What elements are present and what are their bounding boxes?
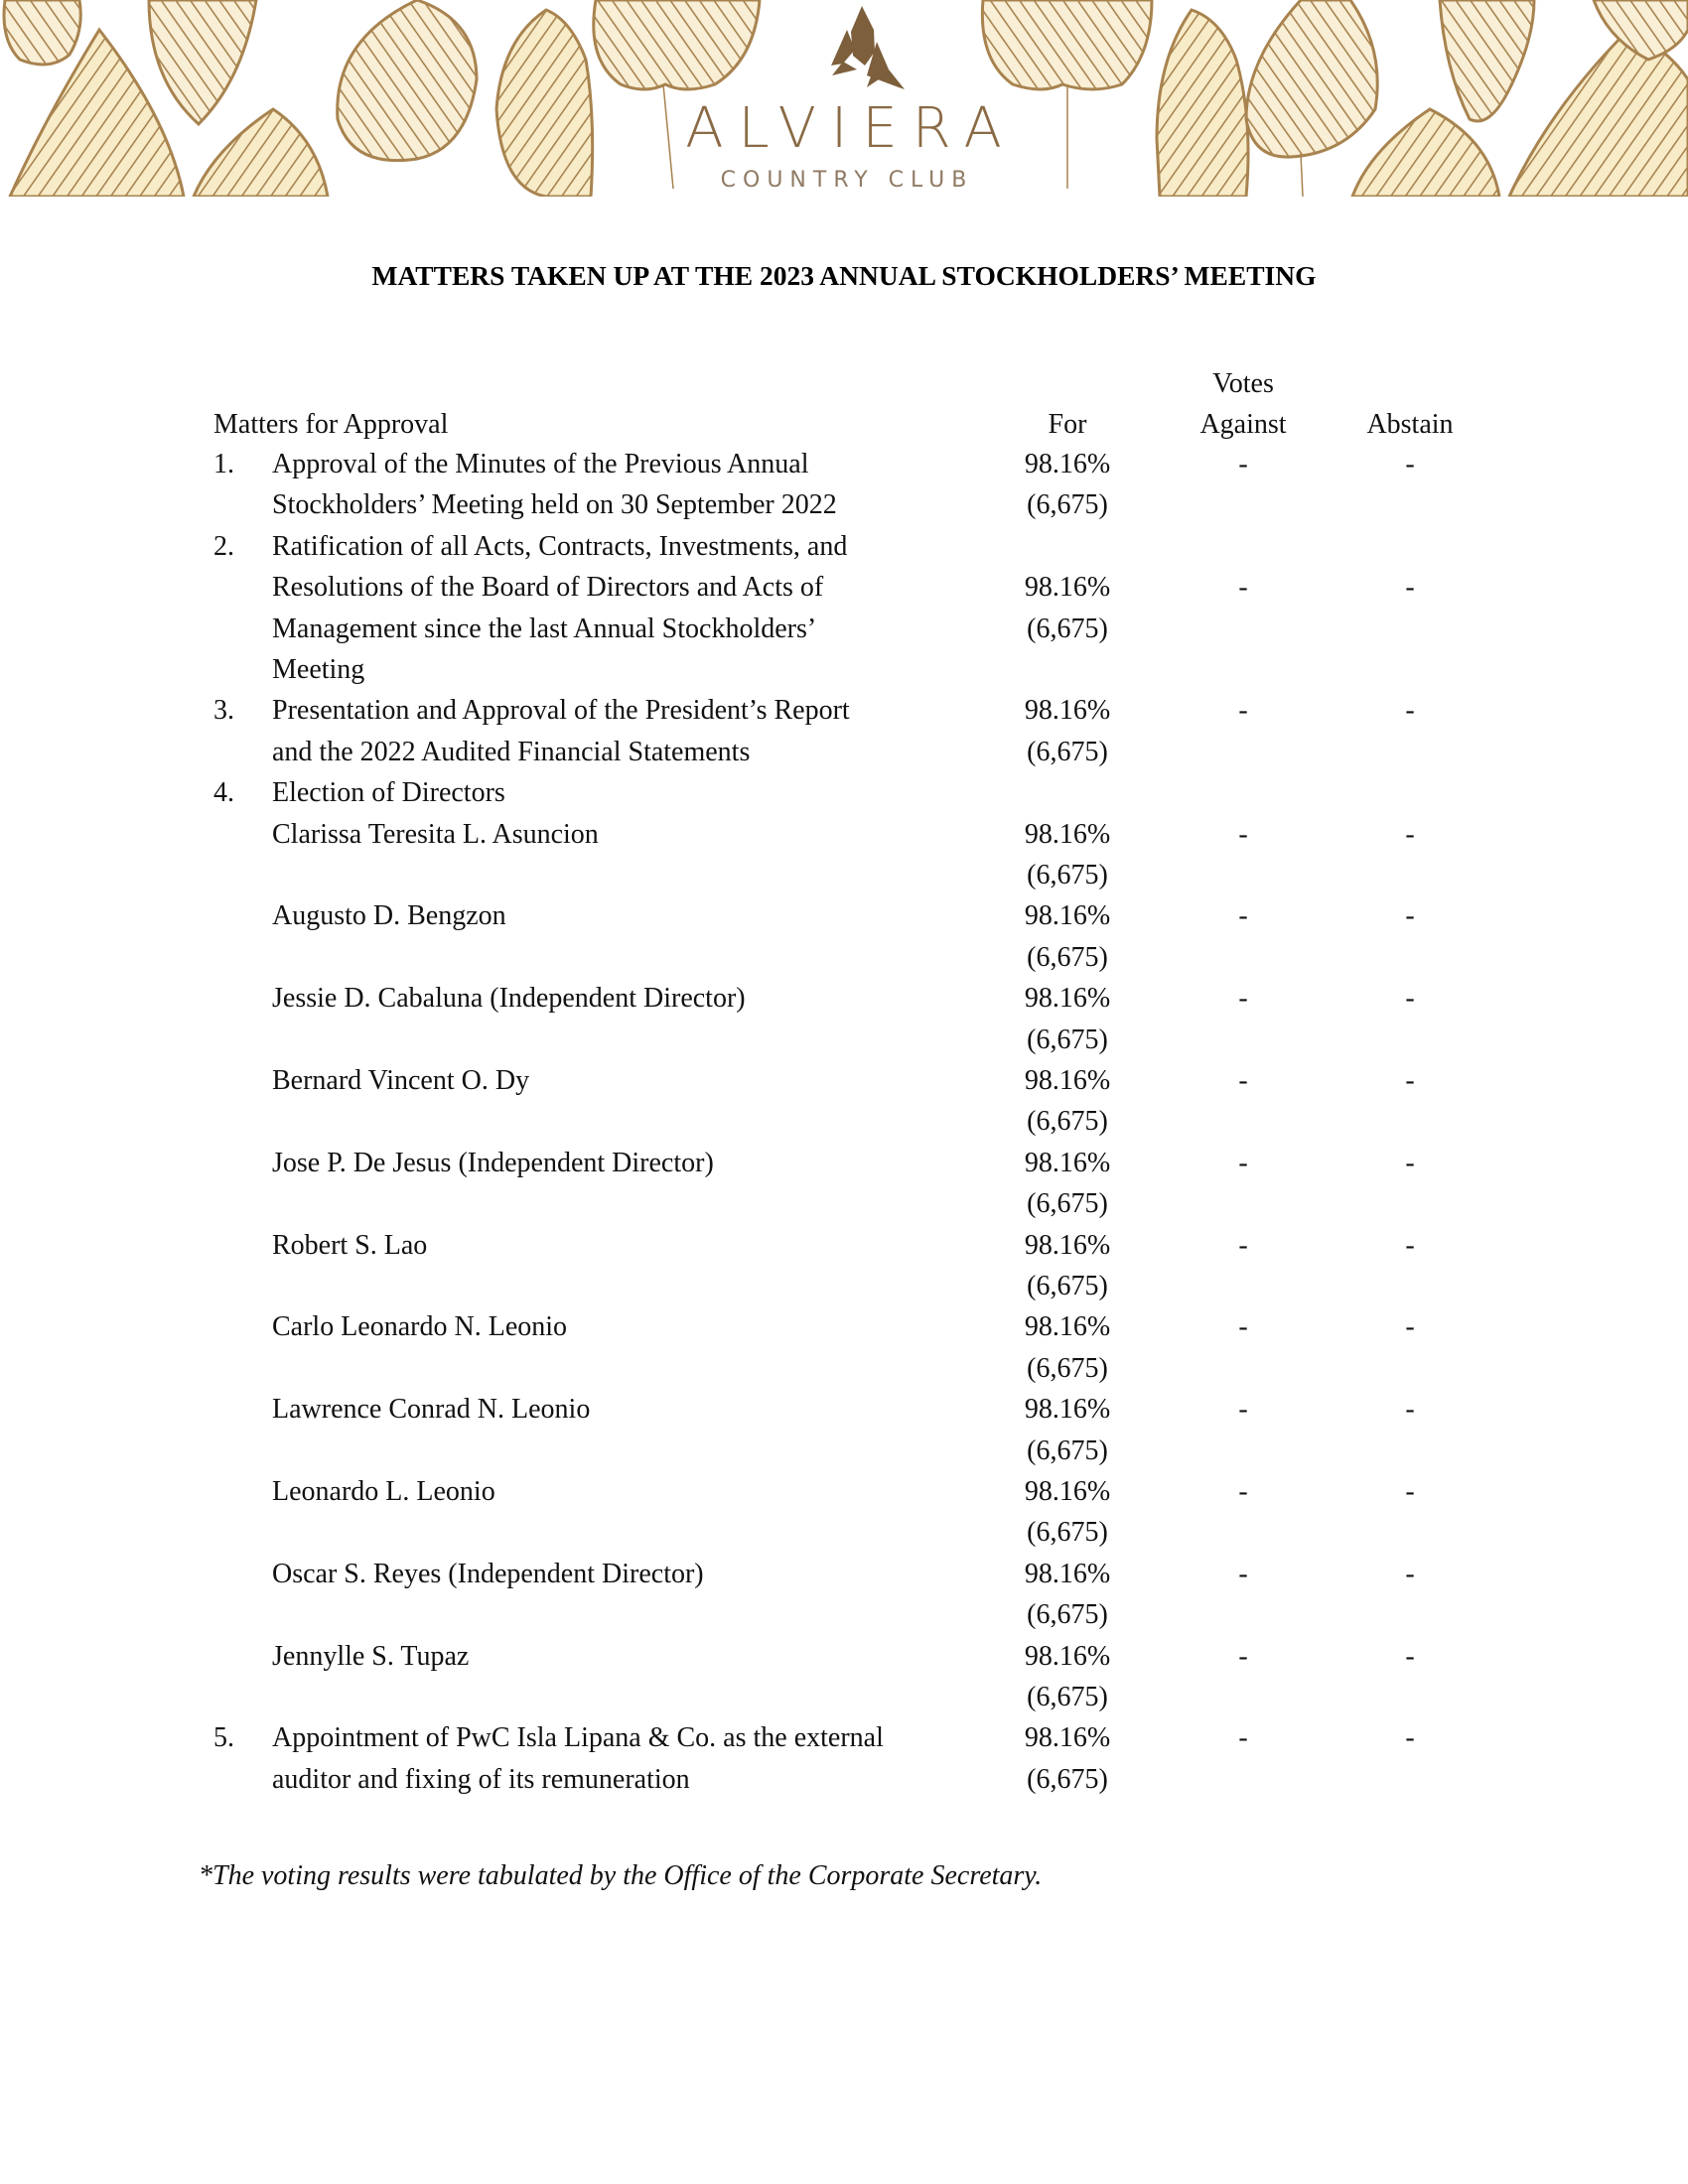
for-percent: 98.16% [1024, 1311, 1111, 1342]
item-text: auditor and fixing of its remuneration [272, 1764, 690, 1795]
for-percent: 98.16% [1024, 572, 1111, 603]
abstain-value: - [1405, 695, 1415, 726]
against-value: - [1238, 449, 1248, 479]
for-percent: 98.16% [1024, 1065, 1111, 1096]
for-percent: 98.16% [1024, 900, 1111, 931]
item-text: Appointment of PwC Isla Lipana & Co. as the external [272, 1722, 884, 1753]
mountain-peaks-icon [817, 4, 912, 93]
director-name: Bernard Vincent O. Dy [272, 1065, 530, 1096]
abstain-value: - [1405, 1311, 1415, 1342]
for-count: (6,675) [1027, 1024, 1108, 1055]
item-number: 5. [213, 1722, 234, 1753]
item-text: Election of Directors [272, 777, 505, 808]
header-for: For [1048, 409, 1087, 440]
director-name: Augusto D. Bengzon [272, 900, 506, 931]
for-count: (6,675) [1027, 1517, 1108, 1548]
for-percent: 98.16% [1024, 695, 1111, 726]
for-count: (6,675) [1027, 1271, 1108, 1301]
for-percent: 98.16% [1024, 1641, 1111, 1672]
director-name: Clarissa Teresita L. Asuncion [272, 819, 599, 850]
abstain-value: - [1405, 1394, 1415, 1425]
abstain-value: - [1405, 1065, 1415, 1096]
item-number: 3. [213, 695, 234, 726]
for-count: (6,675) [1027, 489, 1108, 520]
item-text: Meeting [272, 654, 365, 685]
item-text: and the 2022 Audited Financial Statements [272, 737, 751, 767]
header-matters: Matters for Approval [213, 409, 449, 440]
director-name: Carlo Leonardo N. Leonio [272, 1311, 568, 1342]
for-percent: 98.16% [1024, 1230, 1111, 1261]
abstain-value: - [1405, 1230, 1415, 1261]
for-percent: 98.16% [1024, 1394, 1111, 1425]
page-title: MATTERS TAKEN UP AT THE 2023 ANNUAL STOCKHOLDERS’ MEETING [371, 260, 1317, 291]
against-value: - [1238, 1230, 1248, 1261]
abstain-value: - [1405, 1148, 1415, 1178]
director-name: Lawrence Conrad N. Leonio [272, 1394, 591, 1425]
for-percent: 98.16% [1024, 1476, 1111, 1507]
header-against: Against [1199, 409, 1287, 440]
against-value: - [1238, 1394, 1248, 1425]
for-count: (6,675) [1027, 614, 1108, 644]
director-name: Jessie D. Cabaluna (Independent Director) [272, 983, 746, 1014]
against-value: - [1238, 1641, 1248, 1672]
for-percent: 98.16% [1024, 819, 1111, 850]
against-value: - [1238, 1722, 1248, 1753]
header-abstain: Abstain [1366, 409, 1454, 440]
director-name: Robert S. Lao [272, 1230, 428, 1261]
for-count: (6,675) [1027, 860, 1108, 890]
abstain-value: - [1405, 983, 1415, 1014]
item-text: Approval of the Minutes of the Previous Annual [272, 449, 809, 479]
abstain-value: - [1405, 449, 1415, 479]
abstain-value: - [1405, 819, 1415, 850]
for-percent: 98.16% [1024, 1148, 1111, 1178]
item-text: Management since the last Annual Stockholders’ [272, 614, 817, 644]
against-value: - [1238, 1311, 1248, 1342]
for-percent: 98.16% [1024, 1559, 1111, 1589]
votes-group-header: Votes [1212, 368, 1274, 399]
abstain-value: - [1405, 1559, 1415, 1589]
abstain-value: - [1405, 572, 1415, 603]
for-count: (6,675) [1027, 1353, 1108, 1384]
for-count: (6,675) [1027, 942, 1108, 973]
item-number: 4. [213, 777, 234, 808]
for-count: (6,675) [1027, 1682, 1108, 1712]
against-value: - [1238, 1476, 1248, 1507]
header-banner [0, 0, 1688, 197]
item-number: 2. [213, 531, 234, 562]
for-count: (6,675) [1027, 1106, 1108, 1137]
item-number: 1. [213, 449, 234, 479]
for-count: (6,675) [1027, 737, 1108, 767]
director-name: Oscar S. Reyes (Independent Director) [272, 1559, 704, 1589]
for-percent: 98.16% [1024, 983, 1111, 1014]
abstain-value: - [1405, 1722, 1415, 1753]
director-name: Jose P. De Jesus (Independent Director) [272, 1148, 714, 1178]
for-count: (6,675) [1027, 1599, 1108, 1630]
abstain-value: - [1405, 1476, 1415, 1507]
abstain-value: - [1405, 1641, 1415, 1672]
against-value: - [1238, 1065, 1248, 1096]
abstain-value: - [1405, 900, 1415, 931]
director-name: Leonardo L. Leonio [272, 1476, 495, 1507]
director-name: Jennylle S. Tupaz [272, 1641, 470, 1672]
item-text: Resolutions of the Board of Directors and Acts of [272, 572, 824, 603]
for-count: (6,675) [1027, 1188, 1108, 1219]
against-value: - [1238, 983, 1248, 1014]
against-value: - [1238, 900, 1248, 931]
against-value: - [1238, 695, 1248, 726]
item-text: Stockholders’ Meeting held on 30 September 2022 [272, 489, 837, 520]
against-value: - [1238, 1559, 1248, 1589]
against-value: - [1238, 819, 1248, 850]
for-count: (6,675) [1027, 1764, 1108, 1795]
brand-wordmark: ALVIERA [685, 96, 1017, 161]
for-percent: 98.16% [1024, 449, 1111, 479]
alviera-logo [635, 0, 1053, 197]
item-text: Ratification of all Acts, Contracts, Investments, and [272, 531, 848, 562]
brand-subtitle: COUNTRY CLUB [720, 168, 974, 193]
against-value: - [1238, 572, 1248, 603]
item-text: Presentation and Approval of the President’s Report [272, 695, 850, 726]
footnote: *The voting results were tabulated by the Office of the Corporate Secretary. [199, 1860, 1043, 1891]
for-count: (6,675) [1027, 1435, 1108, 1466]
table-header-row [0, 407, 1688, 448]
for-percent: 98.16% [1024, 1722, 1111, 1753]
against-value: - [1238, 1148, 1248, 1178]
